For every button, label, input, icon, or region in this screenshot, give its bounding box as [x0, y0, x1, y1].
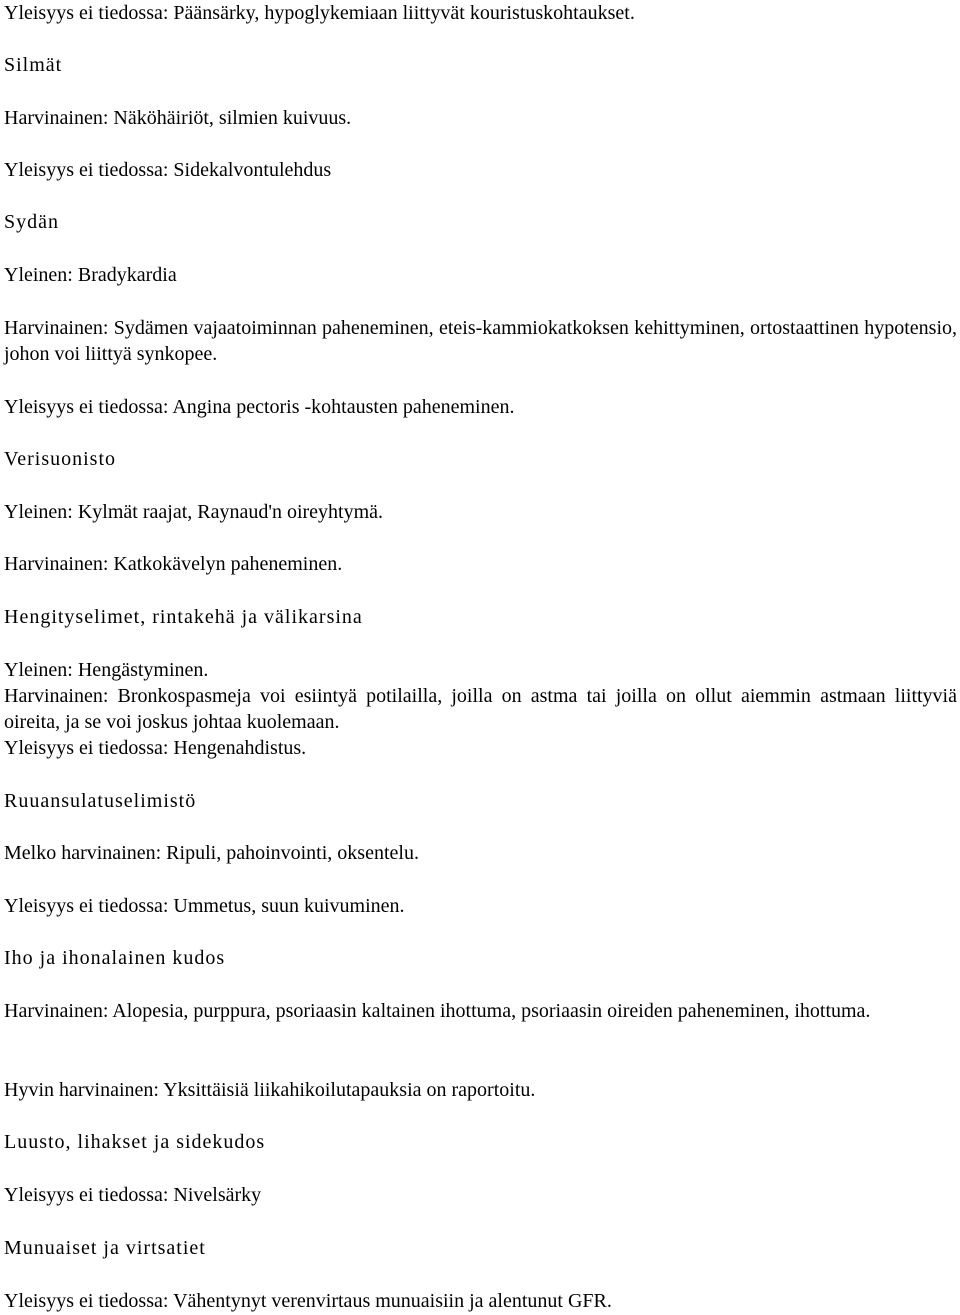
paragraph-sydan-unknown: Yleisyys ei tiedossa: Angina pectoris -kohtausten paheneminen. [4, 396, 515, 418]
section-heading-munuaiset: Munuaiset ja virtsatiet [4, 1237, 206, 1259]
paragraph-verisuonisto-rare: Harvinainen: Katkokävelyn paheneminen. [4, 553, 343, 575]
paragraph-silmat-rare: Harvinainen: Näköhäiriöt, silmien kuivuus. [4, 107, 352, 129]
paragraph-sydan-common: Yleinen: Bradykardia [4, 264, 177, 286]
paragraph-hermosto-unknown: Yleisyys ei tiedossa: Päänsärky, hypoglykemiaan liittyvät kouristuskohtaukset. [4, 2, 635, 24]
paragraph-hengityselimet-unknown: Yleisyys ei tiedossa: Hengenahdistus. [4, 737, 307, 759]
section-heading-silmat: Silmät [4, 54, 63, 76]
paragraph-ruuansulatus-unknown: Yleisyys ei tiedossa: Ummetus, suun kuivuminen. [4, 895, 405, 917]
section-heading-sydan: Sydän [4, 211, 59, 233]
section-heading-iho: Iho ja ihonalainen kudos [4, 947, 226, 969]
paragraph-iho-very-rare: Hyvin harvinainen: Yksittäisiä liikahikoilutapauksia on raportoitu. [4, 1079, 536, 1101]
paragraph-hengityselimet-rare: Harvinainen: Bronkospasmeja voi esiintyä potilailla, joilla on astma tai joilla on ollut aiemmin astmaan liittyviä oireita, ja se voi joskus johtaa kuolemaan. [4, 685, 957, 733]
paragraph-ruuansulatus-uncommon: Melko harvinainen: Ripuli, pahoinvointi, oksentelu. [4, 842, 419, 864]
section-heading-verisuonisto: Verisuonisto [4, 448, 116, 470]
section-heading-hengityselimet: Hengityselimet, rintakehä ja välikarsina [4, 606, 363, 628]
paragraph-hengityselimet-common: Yleinen: Hengästyminen. [4, 659, 209, 681]
section-heading-luusto: Luusto, lihakset ja sidekudos [4, 1131, 266, 1153]
paragraph-iho-rare: Harvinainen: Alopesia, purppura, psoriaasin kaltainen ihottuma, psoriaasin oireiden paheneminen, ihottuma. [4, 1000, 871, 1022]
paragraph-sydan-rare: Harvinainen: Sydämen vajaatoiminnan paheneminen, eteis-kammiokatkoksen kehittyminen, ortostaattinen hypotensio, johon voi liittyä synkopee. [4, 317, 957, 365]
paragraph-silmat-unknown: Yleisyys ei tiedossa: Sidekalvontulehdus [4, 159, 332, 181]
paragraph-verisuonisto-common: Yleinen: Kylmät raajat, Raynaud'n oireyhtymä. [4, 501, 384, 523]
paragraph-munuaiset-unknown: Yleisyys ei tiedossa: Vähentynyt verenvirtaus munuaisiin ja alentunut GFR. [4, 1290, 612, 1312]
section-heading-ruuansulatus: Ruuansulatuselimistö [4, 790, 197, 812]
paragraph-luusto-unknown: Yleisyys ei tiedossa: Nivelsärky [4, 1184, 262, 1206]
